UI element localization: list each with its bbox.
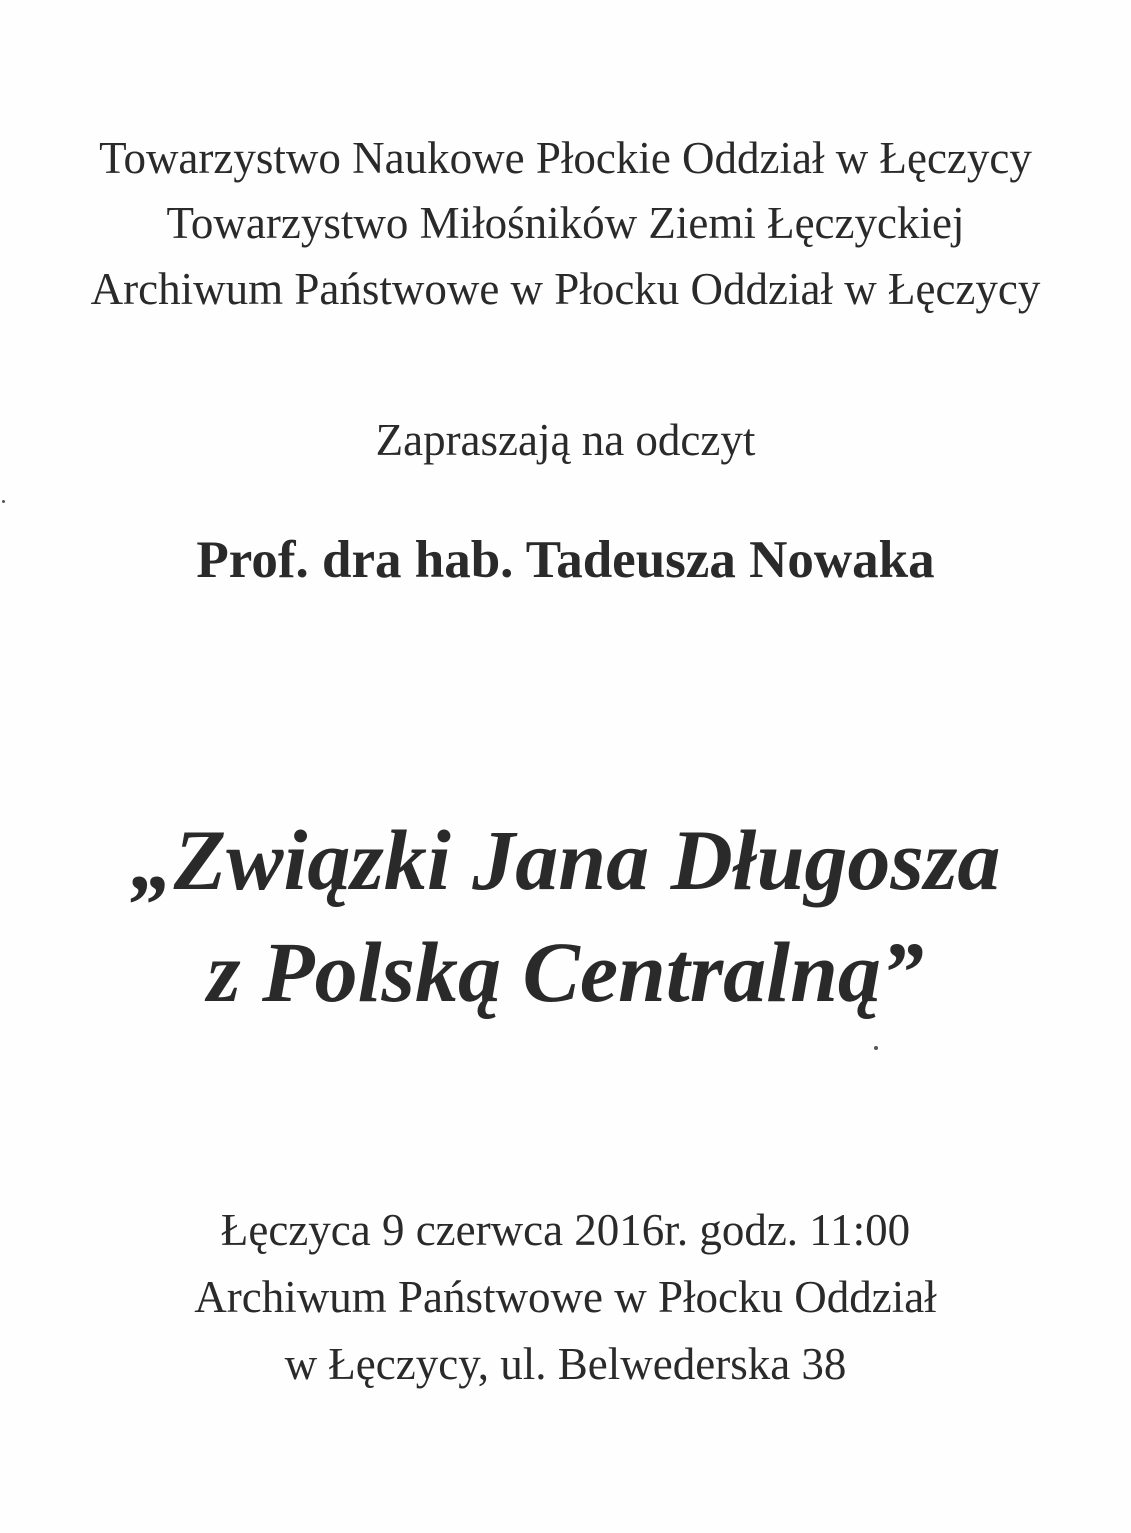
organizer-line-3: Archiwum Państwowe w Płocku Oddział w Łęczycy: [90, 264, 1041, 314]
speaker-name: Prof. dra hab. Tadeusza Nowaka: [196, 531, 935, 589]
lecture-title-line-2: z Polską Centralną”: [207, 924, 924, 1020]
scan-speck: [2, 500, 5, 503]
event-venue-line: Archiwum Państwowe w Płocku Oddział: [194, 1272, 937, 1322]
event-address-line: w Łęczycy, ul. Belwederska 38: [284, 1339, 847, 1389]
lecture-title-line-1: „Związki Jana Długosza: [130, 812, 1001, 908]
invitation-text: Zapraszają na odczyt: [375, 415, 756, 465]
event-date-line: Łęczyca 9 czerwca 2016r. godz. 11:00: [220, 1205, 911, 1255]
organizer-line-1: Towarzystwo Naukowe Płockie Oddział w Łęczycy: [99, 133, 1032, 183]
scan-speck: [874, 1046, 878, 1050]
organizer-line-2: Towarzystwo Miłośników Ziemi Łęczyckiej: [166, 198, 965, 248]
